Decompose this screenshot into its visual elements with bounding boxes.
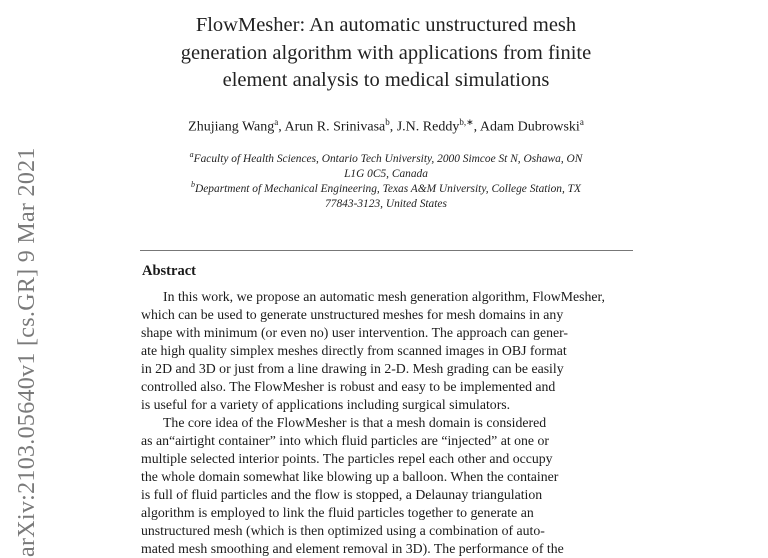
author-affiliation-mark: a (579, 117, 584, 127)
abstract-line: the whole domain somewhat like blowing up a balloon. When the container (141, 469, 559, 484)
author-separator: , (389, 119, 397, 135)
affiliation-b (140, 177, 632, 212)
author-affiliation-mark: b (385, 117, 390, 127)
author-list (140, 117, 632, 136)
abstract-line: is full of fluid particles and the flow is stopped, a Delaunay triangulation (141, 487, 543, 502)
abstract-line: as an“airtight container” into which fluid particles are “injected” at one or (141, 433, 549, 448)
abstract-line: multiple selected interior points. The particles repel each other and occupy (141, 451, 553, 466)
affiliation-mark: a (189, 150, 194, 159)
paper-title (160, 12, 612, 95)
affiliation-line: Faculty of Health Sciences, Ontario Tech University, 2000 Simcoe St N, Oshawa, ON (193, 152, 583, 165)
author-separator: , (278, 119, 285, 135)
affiliation-line: Department of Mechanical Engineering, Texas A&M University, College Station, TX (195, 182, 581, 195)
abstract-heading: Abstract (142, 263, 196, 279)
author-affiliation-mark: b,∗ (459, 117, 474, 127)
abstract-line: In this work, we propose an automatic mesh generation algorithm, FlowMesher, (163, 289, 605, 304)
author-name: J.N. Reddy (396, 119, 460, 135)
title-line: element analysis to medical simulations (222, 69, 550, 91)
title-line: generation algorithm with applications from finite (180, 41, 592, 64)
abstract-line: in 2D and 3D or just from a line drawing in 2-D. Mesh grading can be easily (141, 361, 564, 376)
arxiv-identifier-stamp: arXiv:2103.05640v1 [cs.GR] 9 Mar 2021 (14, 147, 40, 557)
author-name: Zhujiang Wang (188, 119, 275, 135)
affiliation-mark: b (191, 180, 196, 189)
abstract-line: ate high quality simplex meshes directly from scanned images in OBJ format (141, 343, 567, 358)
abstract-line: shape with minimum (or even no) user intervention. The approach can gener- (141, 325, 569, 340)
title-line: FlowMesher: An automatic unstructured mesh (195, 14, 577, 36)
affiliation-line: L1G 0C5, Canada (344, 167, 428, 180)
section-divider (140, 250, 633, 251)
abstract-line: unstructured mesh (which is then optimized using a combination of auto- (141, 523, 545, 538)
author-affiliation-mark: a (274, 117, 279, 127)
author-name: Arun R. Srinivasa (284, 119, 386, 135)
abstract-body (141, 288, 681, 558)
abstract-line: mated mesh smoothing and element removal in 3D). The performance of the (141, 541, 564, 556)
abstract-line: controlled also. The FlowMesher is robust and easy to be implemented and (141, 379, 556, 394)
author-separator: , (473, 119, 480, 135)
abstract-line: which can be used to generate unstructured meshes for mesh domains in any (141, 307, 564, 322)
affiliation-line: 77843-3123, United States (325, 197, 447, 210)
abstract-line: The core idea of the FlowMesher is that a mesh domain is considered (163, 415, 547, 430)
abstract-line: is useful for a variety of applications including surgical simulators. (141, 397, 511, 412)
author-name: Adam Dubrowski (479, 119, 580, 135)
abstract-line: algorithm is employed to link the fluid particles together to generate an (141, 505, 534, 520)
